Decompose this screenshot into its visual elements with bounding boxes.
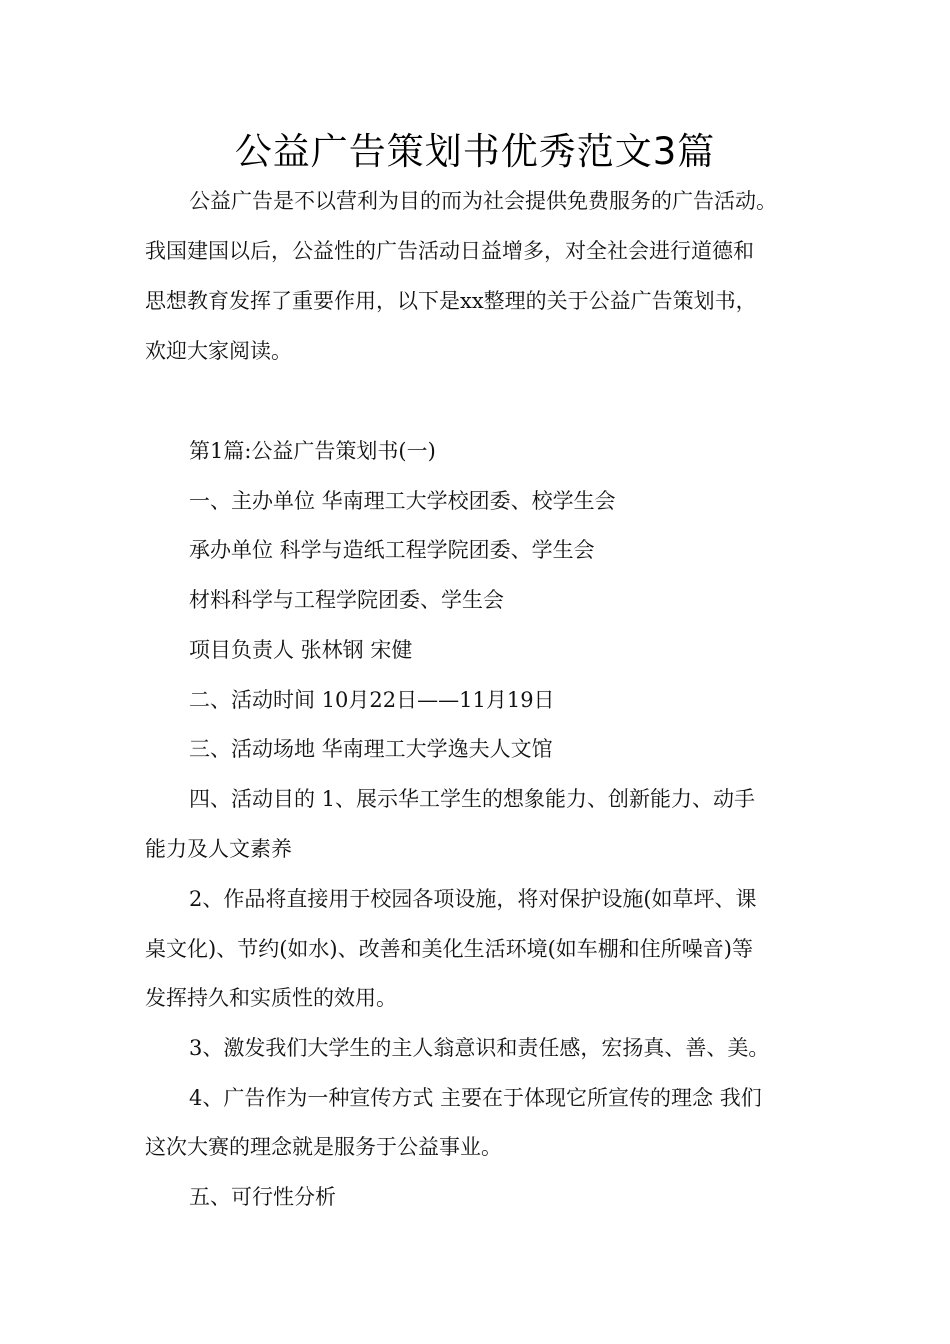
purpose-1-line-2: 能力及人文素养 [145,837,292,861]
intro-line-3: 思想教育发挥了重要作用，以下是xx整理的关于公益广告策划书， [145,289,757,313]
intro-line-1: 公益广告是不以营利为目的而为社会提供免费服务的广告活动。 [189,189,777,213]
section-heading: 第1篇:公益广告策划书(一) [189,439,436,463]
feasibility-heading: 五、可行性分析 [189,1185,336,1209]
intro-line-4: 欢迎大家阅读。 [145,339,292,363]
activity-venue: 三、活动场地 华南理工大学逸夫人文馆 [189,737,553,761]
intro-line-2: 我国建国以后，公益性的广告活动日益增多，对全社会进行道德和 [145,239,754,263]
purpose-4-line-1: 4、广告作为一种宣传方式 主要在于体现它所宣传的理念 我们 [189,1086,762,1110]
purpose-2-line-3: 发挥持久和实质性的效用。 [145,986,397,1010]
co-host-unit-1: 承办单位 科学与造纸工程学院团委、学生会 [189,538,595,562]
activity-time: 二、活动时间 10月22日——11月19日 [189,688,555,712]
document-title: 公益广告策划书优秀范文3篇 [234,130,716,173]
project-leaders: 项目负责人 张林钢 宋健 [189,638,413,662]
purpose-2-line-2: 桌文化)、节约(如水)、改善和美化生活环境(如车棚和住所噪音)等 [145,937,753,961]
purpose-2-line-1: 2、作品将直接用于校园各项设施，将对保护设施(如草坪、课 [189,887,757,911]
purpose-1-line-1: 四、活动目的 1、展示华工学生的想象能力、创新能力、动手 [189,787,756,811]
purpose-4-line-2: 这次大赛的理念就是服务于公益事业。 [145,1135,502,1159]
purpose-3: 3、激发我们大学生的主人翁意识和责任感，宏扬真、善、美。 [189,1036,770,1060]
host-unit: 一、主办单位 华南理工大学校团委、校学生会 [189,489,616,513]
co-host-unit-2: 材料科学与工程学院团委、学生会 [189,588,504,612]
